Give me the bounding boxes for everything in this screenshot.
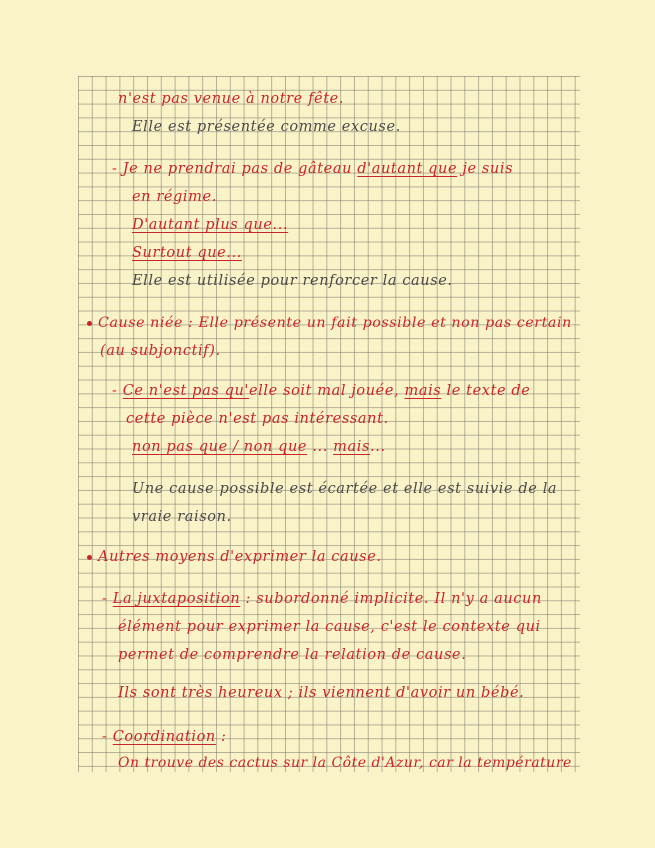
note-line-10	[112, 382, 530, 400]
note-text: -	[102, 729, 113, 745]
note-text: vraie raison.	[132, 509, 232, 525]
underlined-term: Coordination	[112, 729, 216, 745]
note-line-17	[118, 618, 541, 636]
note-line-21	[118, 754, 572, 772]
note-line-7	[132, 272, 453, 290]
note-text: cette pièce n'est pas intéressant.	[126, 411, 389, 427]
underlined-conjunction: mais	[404, 383, 442, 399]
note-line-2	[132, 118, 401, 136]
note-text: Surtout que...	[132, 245, 242, 261]
bullet-dot	[87, 321, 92, 326]
note-line-16	[102, 590, 542, 608]
note-text: ...	[370, 439, 386, 455]
note-text: permet de comprendre la relation de cause.	[118, 647, 467, 663]
note-text: -	[112, 383, 123, 399]
note-text: n'est pas venue à notre fête.	[118, 91, 345, 107]
graph-paper-sheet	[78, 76, 580, 772]
note-line-6	[132, 244, 242, 262]
note-text: Autres moyens d'exprimer la cause.	[98, 549, 382, 565]
note-text: en régime.	[132, 189, 217, 205]
note-text: - Je ne prendrai pas de gâteau	[112, 161, 358, 177]
note-line-13	[132, 480, 557, 498]
note-text: (au subjonctif).	[100, 343, 221, 359]
underlined-conjunction: mais	[333, 439, 371, 455]
note-text: D'autant plus que...	[132, 217, 289, 233]
note-line-19	[118, 684, 524, 702]
note-line-8	[98, 314, 572, 332]
underlined-conjunction: Ce n'est pas qu'	[122, 383, 249, 399]
note-text: elle soit mal jouée,	[248, 383, 405, 399]
note-text: Elle est utilisée pour renforcer la cause.	[132, 273, 453, 289]
note-line-18	[118, 646, 466, 664]
note-text: le texte de	[441, 383, 531, 399]
note-text: je suis	[457, 161, 514, 177]
bullet-dot	[87, 555, 92, 560]
underlined-conjunction: d'autant que	[357, 161, 458, 177]
note-line-3	[112, 160, 513, 178]
cut-off-top-line	[118, 76, 398, 78]
note-text: : subordonné implicite. Il n'y a aucun	[240, 591, 542, 607]
note-text: Elle est présentée comme excuse.	[132, 119, 401, 135]
note-line-11	[126, 410, 389, 428]
note-text: On trouve des cactus sur la Côte d'Azur, car la température	[118, 755, 572, 771]
note-text: Une cause possible est écartée et elle est suivie de la	[132, 481, 558, 497]
note-line-12	[132, 438, 386, 456]
note-line-1	[118, 90, 344, 108]
note-line-5	[132, 216, 288, 234]
note-text: :	[215, 729, 227, 745]
note-line-15	[98, 548, 382, 566]
underlined-term: La juxtaposition	[112, 591, 241, 607]
note-text: ...	[307, 439, 334, 455]
underlined-conjunction: non pas que / non que	[132, 439, 308, 455]
note-text: élément pour exprimer la cause, c'est le contexte qui	[118, 619, 541, 635]
note-line-9	[100, 342, 221, 360]
note-line-20	[102, 728, 227, 746]
note-line-4	[132, 188, 217, 206]
note-line-14	[132, 508, 232, 526]
note-text: -	[102, 591, 113, 607]
note-text: Ils sont très heureux ; ils viennent d'avoir un bébé.	[118, 685, 525, 701]
note-text: Cause niée : Elle présente un fait possible et non pas certain	[98, 315, 572, 331]
